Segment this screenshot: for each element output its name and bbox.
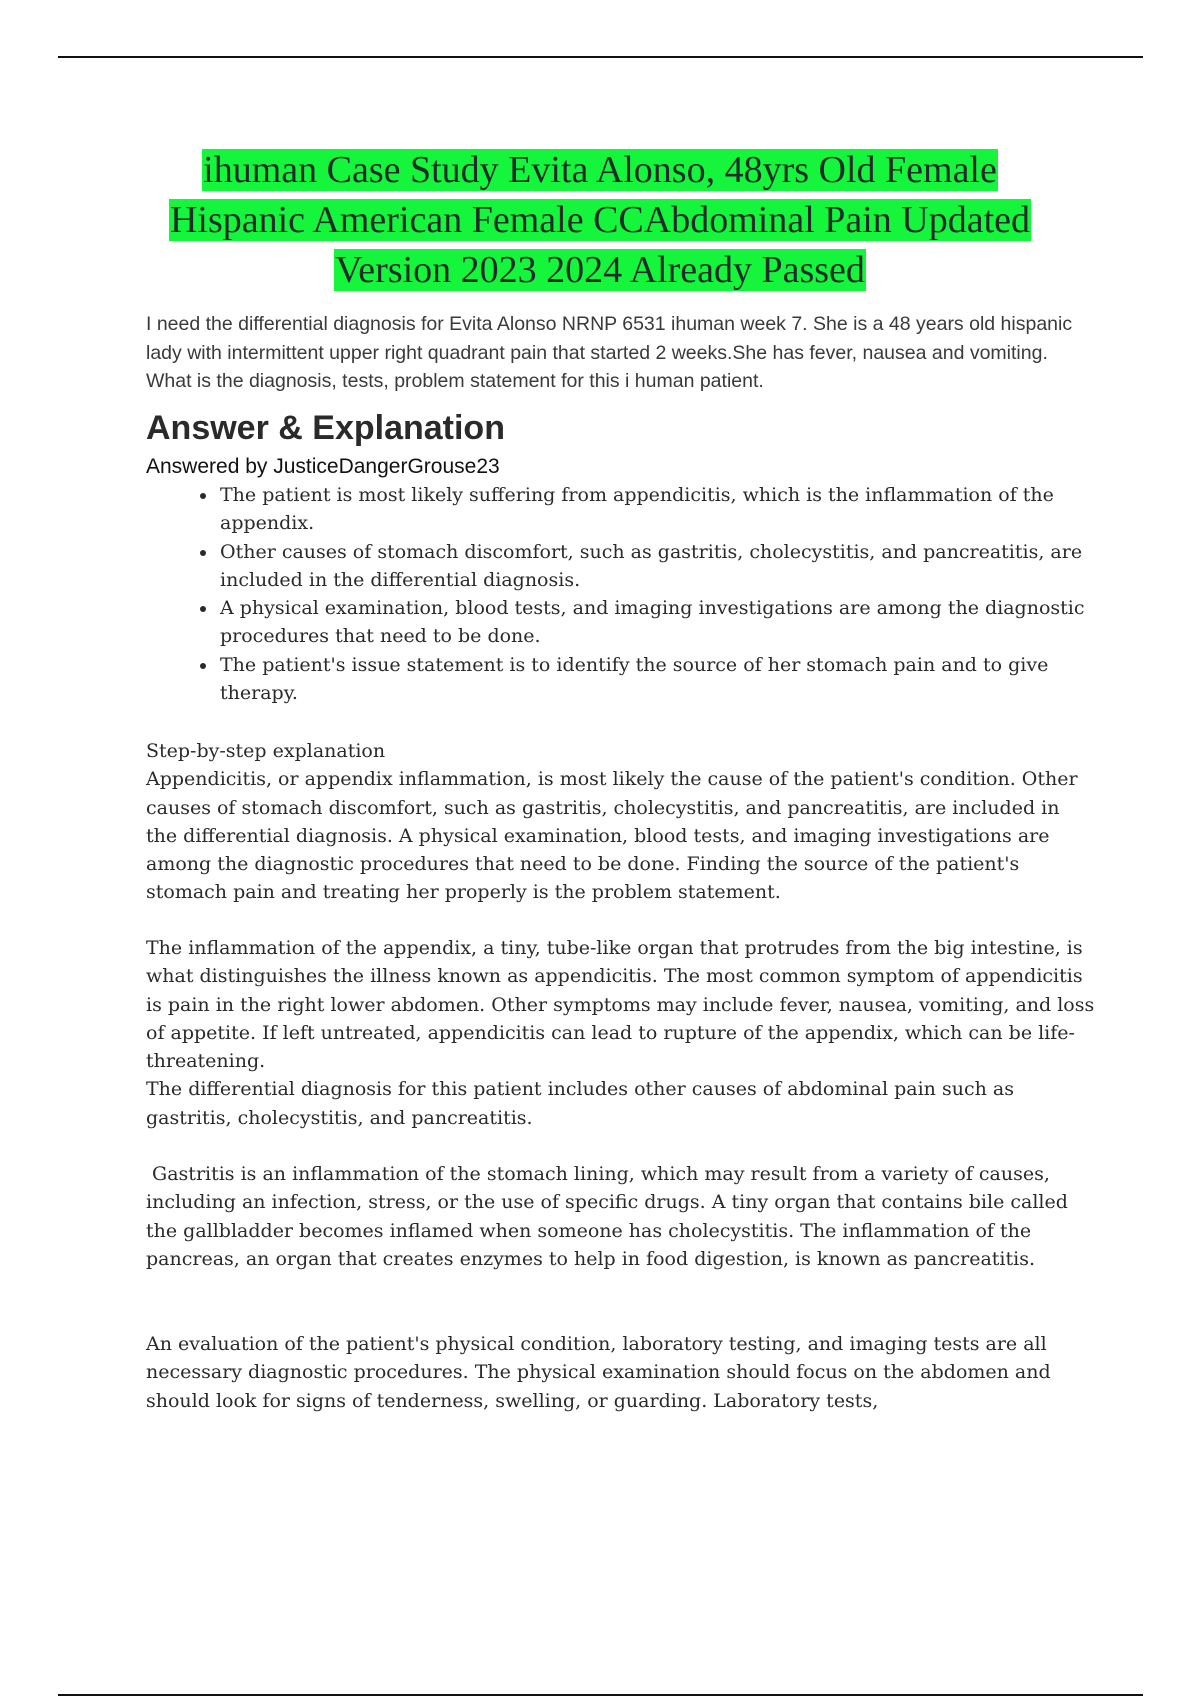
question-text: I need the differential diagnosis for Evita Alonso NRNP 6531 ihuman week 7. She is a 48 years old hispanic lady with intermittent upper right quadrant pain that started 2 weeks.She has fever, nausea and vomiting. What is the diagnosis, tests, problem statement for this i human patient. — [146, 313, 1073, 392]
answer-bullets — [146, 481, 1096, 707]
step-section — [146, 737, 1096, 907]
bullet-item: • A physical examination, blood tests, and imaging investigations are among the diagnostic procedures that need to be done. — [218, 594, 1096, 651]
answered-by: Answered by JusticeDangerGrouse23 — [146, 455, 500, 478]
gastritis-paragraph: Gastritis is an inflammation of the stomach lining, which may result from a variety of causes, including an infection, stress, or the use of specific drugs. A tiny organ that contains bile called the gallbladder becomes inflamed when someone has cholecystitis. The inflammation of the pancreas, an organ that creates enzymes to help in food digestion, is known as pancreatitis. — [146, 1163, 1074, 1270]
bullet-item: • The patient's issue statement is to identify the source of her stomach pain and to give therapy. — [218, 651, 1096, 708]
appendicitis-paragraph: The inflammation of the appendix, a tiny, tube-like organ that protrudes from the big intestine, is what distinguishes the illness known as appendicitis. The most common symptom of appendicitis is pain in the right lower abdomen. Other symptoms may include fever, nausea, vomiting, and loss of appetite. If left untreated, appendicitis can lead to rupture of the appendix, which can be life-threatening. — [146, 937, 1095, 1073]
answer-heading: Answer & Explanation — [146, 409, 505, 447]
step-paragraph: Appendicitis, or appendix inflammation, is most likely the cause of the patient's condition. Other causes of stomach discomfort, such as gastritis, cholecystitis, and pancreatitis, are included in the differential diagnosis. A physical examination, blood tests, and imaging investigations are among the diagnostic procedures that need to be done. Finding the source of the patient's stomach pain and treating her properly is the problem statement. — [146, 768, 1078, 904]
title-line-1: ihuman Case Study Evita Alonso, 48yrs Old Female — [203, 149, 997, 191]
bullet-item: • Other causes of stomach discomfort, such as gastritis, cholecystitis, and pancreatitis, are included in the differential diagnosis. — [218, 538, 1096, 595]
title-line-3: Version 2023 2024 Already Passed — [335, 249, 865, 291]
bullet-item: • The patient is most likely suffering from appendicitis, which is the inflammation of the appendix. — [218, 481, 1096, 538]
step-label: Step-by-step explanation — [146, 740, 386, 762]
appendicitis-section — [146, 934, 1096, 1132]
document-title — [60, 145, 1140, 295]
title-line-2: Hispanic American Female CCAbdominal Pain Updated — [169, 199, 1031, 241]
bottom-rule — [58, 1694, 1143, 1696]
top-rule — [58, 56, 1143, 58]
evaluation-paragraph: An evaluation of the patient's physical condition, laboratory testing, and imaging tests are all necessary diagnostic procedures. The physical examination should focus on the abdomen and should look for signs of tenderness, swelling, or guarding. Laboratory tests, — [146, 1333, 1051, 1412]
differential-paragraph: The differential diagnosis for this patient includes other causes of abdominal pain such as gastritis, cholecystitis, and pancreatitis. — [146, 1078, 1014, 1129]
